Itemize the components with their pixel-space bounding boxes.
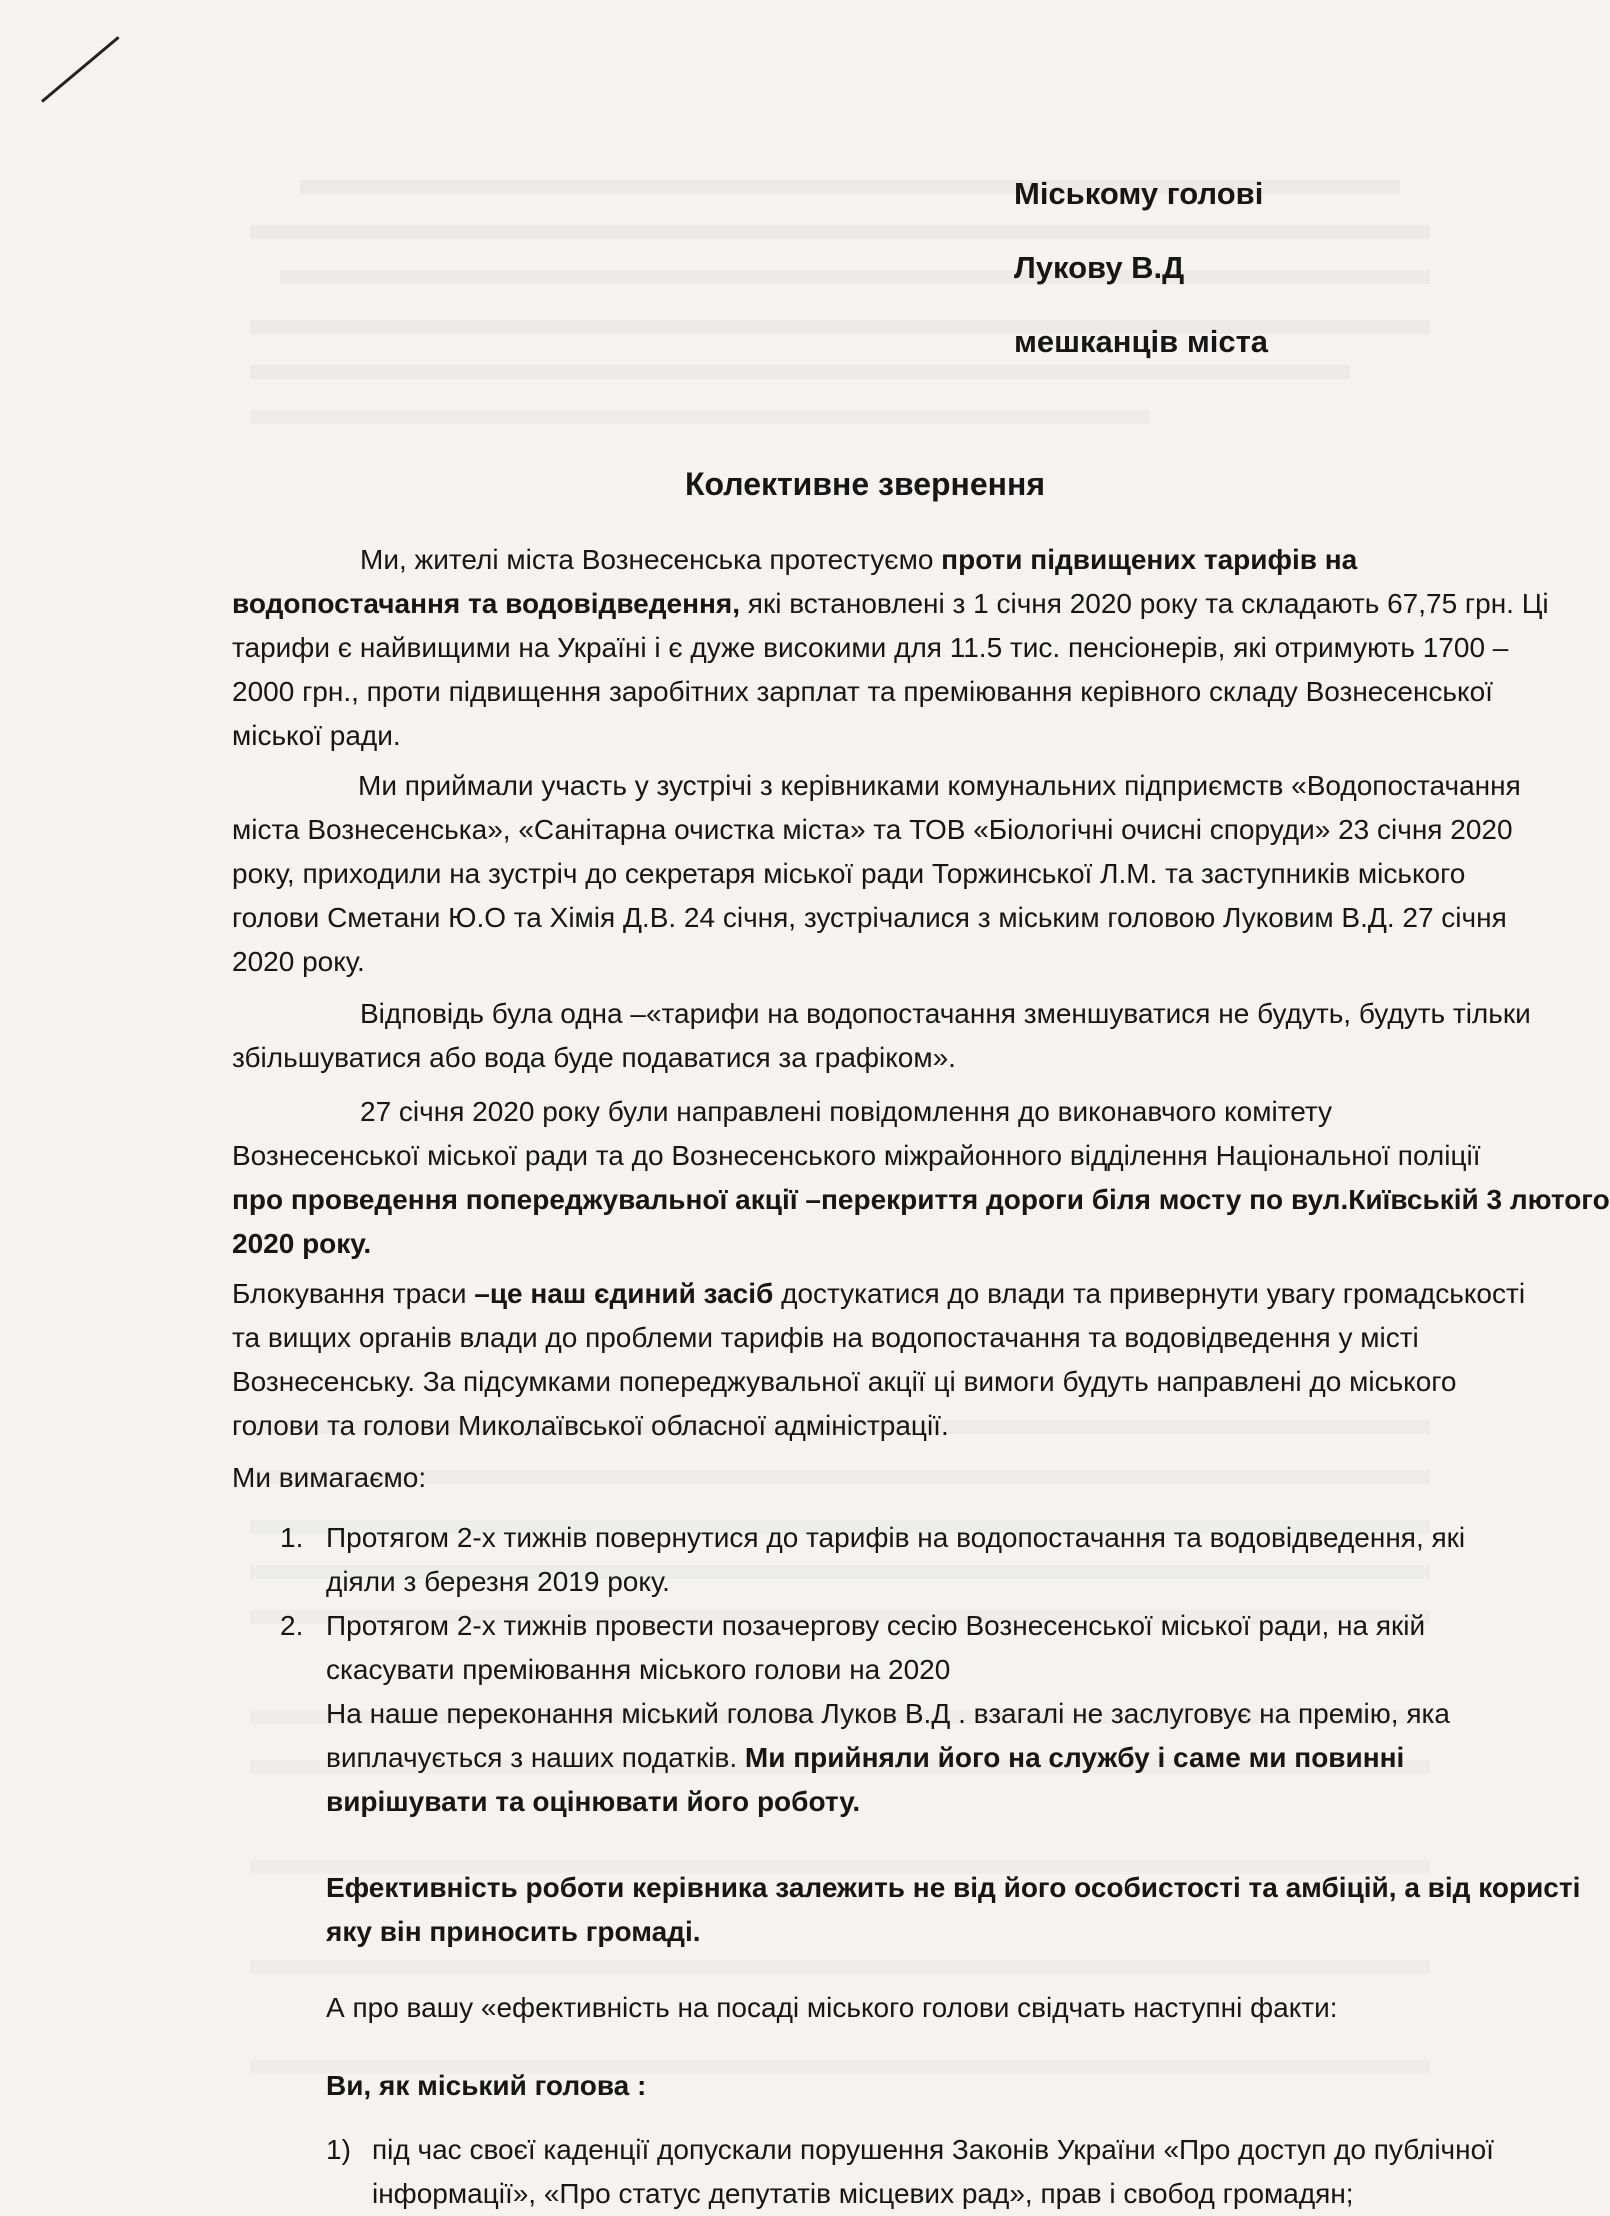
facts-heading: Ви, як міський голова :: [326, 2070, 647, 2101]
demands-intro: Ми вимагаємо:: [232, 1462, 427, 1493]
addressee-line-2: Лукову В.Д: [1014, 250, 1185, 285]
text-line: 2020 року.: [232, 1228, 372, 1259]
text-line: діяли з березня 2019 року.: [326, 1566, 670, 1597]
text-line: вирішувати та оцінювати його роботу.: [326, 1786, 861, 1817]
facts-intro: А про вашу «ефективність на посаді міського голови свідчать наступні факти:: [326, 1992, 1338, 2023]
text-line: та вищих органів влади до проблеми тарифів на водопостачання та водовідведення у місті: [232, 1322, 1419, 1353]
text-line: 2020 року.: [232, 946, 365, 977]
fact-item-1: 1) під час своєї каденції допускали порушення Законів України «Про доступ до публічної: [326, 2134, 1494, 2165]
text-line: року, приходили на зустріч до секретаря міської ради Торжинської Л.М. та заступників міського: [232, 858, 1466, 889]
text-line: Блокування траси –це наш єдиний засіб достукатися до влади та привернути увагу громадськості: [232, 1278, 1526, 1309]
demand-item-2: 2. Протягом 2-х тижнів провести позачергову сесію Вознесенської міської ради, на якій: [280, 1610, 1426, 1641]
text-line: голови та голови Миколаївської обласної адміністрації.: [232, 1410, 949, 1441]
text-line: Ефективність роботи керівника залежить не від його особистості та амбіцій, а від користі: [326, 1872, 1581, 1903]
text-line: виплачується з наших податків. Ми прийняли його на службу і саме ми повинні: [326, 1742, 1405, 1773]
text-line: 27 січня 2020 року були направлені повідомлення до виконавчого комітету: [360, 1096, 1332, 1127]
text-line: міської ради.: [232, 720, 401, 751]
text-line: Вознесенську. За підсумками попереджувальної акції ці вимоги будуть направлені до міського: [232, 1366, 1457, 1397]
text-line: водопостачання та водовідведення, які встановлені з 1 січня 2020 року та складають 67,75 грн. Ці: [232, 588, 1549, 619]
text-line: голови Сметани Ю.О та Хімія Д.В. 24 січня, зустрічалися з міським головою Луковим В.Д. 27 січня: [232, 902, 1507, 933]
text-line: тарифи є найвищими на Україні і є дуже високими для 11.5 тис. пенсіонерів, які отримують 1700 –: [232, 632, 1509, 663]
text-line: інформації», «Про статус депутатів місцевих рад», прав і свобод громадян;: [372, 2178, 1354, 2209]
demand-item-1: 1. Протягом 2-х тижнів повернутися до тарифів на водопостачання та водовідведення, які: [280, 1522, 1466, 1553]
text-line: 2000 грн., проти підвищення заробітних зарплат та преміювання керівного складу Вознесенської: [232, 676, 1493, 707]
pen-mark: [41, 36, 120, 103]
text-line: про проведення попереджувальної акції –перекриття дороги біля мосту по вул.Київській 3 лютого: [232, 1184, 1610, 1215]
text-line: скасувати преміювання міського голови на 2020: [326, 1654, 951, 1685]
addressee-line-3: мешканців міста: [1014, 324, 1269, 359]
text-line: збільшуватися або вода буде подаватися за графіком».: [232, 1042, 956, 1073]
text-line: міста Вознесенська», «Санітарна очистка міста» та ТОВ «Біологічні очисні споруди» 23 січня 2020: [232, 814, 1513, 845]
text-line: Вознесенської міської ради та до Вознесенського міжрайонного відділення Національної поліції: [232, 1140, 1481, 1171]
addressee-line-1: Міському голові: [1014, 176, 1264, 211]
text-line: Ми, жителі міста Вознесенська протестуємо проти підвищених тарифів на: [360, 544, 1358, 575]
text-line: Ми приймали участь у зустрічі з керівниками комунальних підприємств «Водопостачання: [358, 770, 1521, 801]
text-line: яку він приносить громаді.: [326, 1916, 701, 1947]
text-line: Відповідь була одна –«тарифи на водопостачання зменшуватися не будуть, будуть тільки: [360, 998, 1531, 1029]
text-line: На наше переконання міський голова Луков В.Д . взагалі не заслуговує на премію, яка: [326, 1698, 1450, 1729]
document-title: Колективне звернення: [685, 466, 1045, 502]
